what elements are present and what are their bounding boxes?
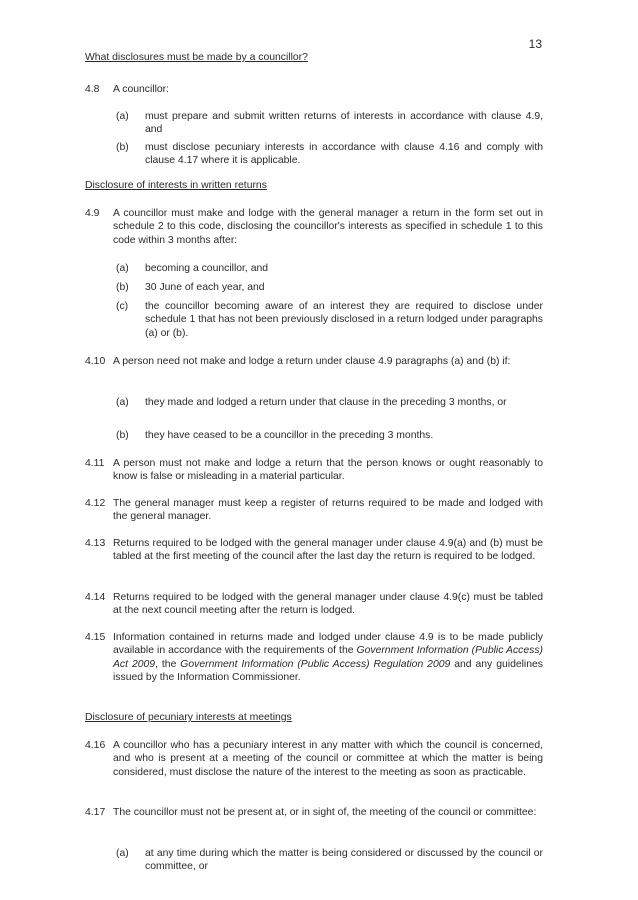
clause-text: A councillor must make and lodge with the general manager a return in the form set out in schedule 2 to this code, disclosing the councillor's interests as specified in schedule 1 to this code within 3 months after: bbox=[113, 208, 543, 246]
section-heading-written-returns: Disclosure of interests in written returns bbox=[85, 180, 267, 191]
item-text: 30 June of each year, and bbox=[145, 282, 265, 293]
act-title: Government Information (Public Access) Act 2009 bbox=[113, 645, 543, 670]
item-text: they have ceased to be a councillor in the preceding 3 months. bbox=[145, 430, 434, 441]
regulation-title: Government Information (Public Access) Regulation 2009 bbox=[180, 658, 451, 670]
clause-number: 4.13 bbox=[85, 538, 106, 549]
item-label: (a) bbox=[116, 263, 129, 274]
page-number: 13 bbox=[528, 37, 542, 51]
item-label: (a) bbox=[116, 397, 129, 408]
section-heading-pecuniary-meetings: Disclosure of pecuniary interests at meetings bbox=[85, 712, 292, 723]
clause-number: 4.17 bbox=[85, 807, 106, 818]
item-text: the councillor becoming aware of an interest they are required to disclose under schedule 1 that has not been previously disclosed in a return lodged under paragraphs (a) or (b). bbox=[145, 301, 543, 339]
clause-number: 4.9 bbox=[85, 208, 100, 219]
item-text: at any time during which the matter is being considered or discussed by the council or committee, or bbox=[145, 848, 543, 873]
clause-text: Returns required to be lodged with the general manager under clause 4.9(c) must be tabled at the next council meeting after the return is lodged. bbox=[113, 592, 543, 617]
clause-number: 4.11 bbox=[85, 458, 105, 469]
clause-text-4-15 bbox=[113, 631, 543, 685]
item-text: becoming a councillor, and bbox=[145, 263, 269, 274]
clause-text: A councillor who has a pecuniary interest in any matter with which the council is concerned, and who is present at a meeting of the council or committee at which the matter is being considered, must disclose the nature of the interest to the meeting as soon as practicable. bbox=[113, 740, 543, 778]
item-label: (b) bbox=[116, 142, 129, 153]
clause-number: 4.8 bbox=[85, 84, 100, 95]
clause-text: The councillor must not be present at, or in sight of, the meeting of the council or committee: bbox=[113, 807, 537, 818]
clause-text-part: and any guidelines issued by the Information Commissioner. bbox=[113, 658, 543, 684]
clause-text: A councillor: bbox=[113, 84, 170, 95]
clause-number: 4.15 bbox=[85, 632, 106, 643]
item-text: must prepare and submit written returns of interests in accordance with clause 4.9, and bbox=[145, 111, 543, 136]
clause-text: Returns required to be lodged with the general manager under clause 4.9(a) and (b) must be tabled at the first meeting of the council after the last day the return is required to be lodged. bbox=[113, 538, 543, 563]
item-label: (c) bbox=[116, 301, 129, 312]
clause-text: A person need not make and lodge a return under clause 4.9 paragraphs (a) and (b) if: bbox=[113, 356, 511, 367]
item-text: must disclose pecuniary interests in accordance with clause 4.16 and comply with clause 4.17 where it is applicable. bbox=[145, 142, 543, 167]
clause-number: 4.10 bbox=[85, 356, 106, 367]
clause-number: 4.14 bbox=[85, 592, 106, 603]
item-label: (b) bbox=[116, 282, 129, 293]
item-text: they made and lodged a return under that clause in the preceding 3 months, or bbox=[145, 397, 507, 408]
section-heading-disclosures: What disclosures must be made by a councillor? bbox=[85, 52, 308, 63]
item-label: (a) bbox=[116, 848, 129, 859]
item-label: (a) bbox=[116, 111, 129, 122]
clause-text: A person must not make and lodge a return that the person knows or ought reasonably to know is false or misleading in a material particular. bbox=[113, 458, 543, 483]
clause-text: The general manager must keep a register of returns required to be made and lodged with the general manager. bbox=[113, 498, 543, 523]
clause-text-part: , the bbox=[155, 658, 181, 670]
clause-number: 4.16 bbox=[85, 740, 106, 751]
item-label: (b) bbox=[116, 430, 129, 441]
clause-number: 4.12 bbox=[85, 498, 106, 509]
clause-text-part: Information contained in returns made and lodged under clause 4.9 is to be made publicly available in accordance with the requirements of the bbox=[113, 632, 543, 657]
